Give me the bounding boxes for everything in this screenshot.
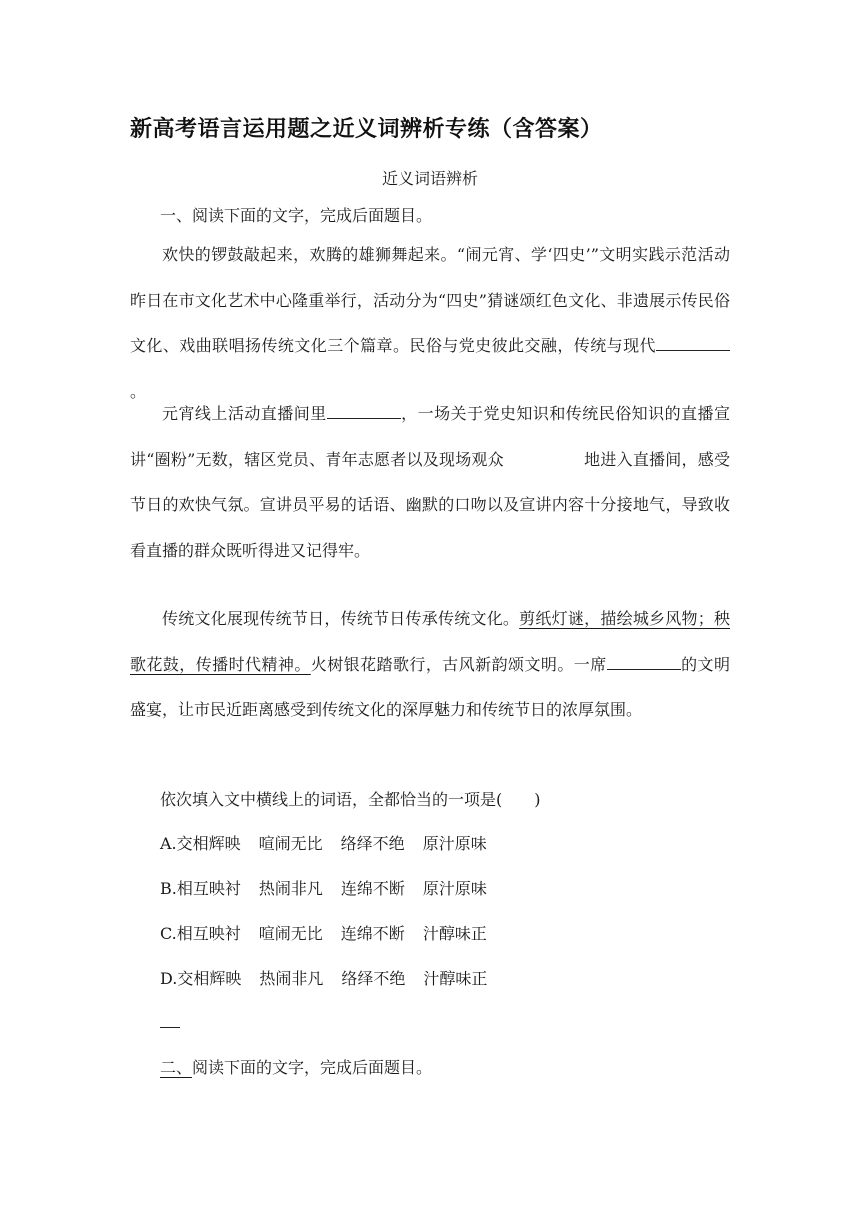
option-word: 汁醇味正 [422, 924, 487, 943]
passage-paragraph-2 [130, 391, 730, 573]
option-word: 原汁原味 [422, 834, 487, 853]
option-c[interactable] [160, 921, 487, 944]
question-2-heading [160, 1055, 432, 1078]
paragraph-2-text-a: 元宵线上活动直播间里 [162, 404, 327, 423]
option-word: 喧闹无比 [258, 834, 323, 853]
option-word: 热闹非凡 [259, 969, 324, 988]
option-label: C. [160, 924, 177, 943]
fill-blank-2 [327, 404, 401, 419]
paragraph-1-end: 。 [130, 381, 147, 401]
option-label: B. [160, 879, 177, 898]
option-a[interactable] [160, 831, 487, 854]
underlined-sentence: 剪纸灯谜，描绘城乡风物；秧歌花鼓，传播时代精神。 [130, 609, 730, 674]
question-1-heading: 一、阅读下面的文字，完成后面题目。 [160, 206, 433, 225]
option-word: 相互映衬 [176, 924, 241, 943]
option-word: 连绵不断 [340, 924, 405, 943]
option-word: 络绎不绝 [340, 834, 405, 853]
option-word: 热闹非凡 [258, 879, 323, 898]
page-title: 新高考语言运用题之近义词辨析专练（含答案） [130, 117, 603, 142]
section-subtitle: 近义词语辨析 [381, 169, 478, 188]
question-2-heading-text: 阅读下面的文字，完成后面题目。 [192, 1058, 433, 1077]
fill-blank-4 [607, 655, 681, 670]
paragraph-2-text-c: 地进入直播间，感受节日的欢快气氛。宣讲员平易的话语、幽默的口吻以及宣讲内容十分接地气，导致收看直播的群众既听得进又记得牢。 [130, 449, 730, 560]
paragraph-2-text-b: ，一场关于党史知识和传统民俗知识的直播宣讲“圈粉”无数，辖区党员、青年志愿者以及现场观众 [130, 404, 730, 469]
option-word: 喧闹无比 [258, 924, 323, 943]
option-word: 相互映衬 [176, 879, 241, 898]
passage-paragraph-1 [130, 232, 730, 414]
option-word: 交相辉映 [176, 834, 241, 853]
paragraph-3-text-a: 传统文化展现传统节日，传统节日传承传统文化。 [162, 609, 520, 628]
option-label: D. [160, 969, 178, 988]
option-word: 连绵不断 [340, 879, 405, 898]
paragraph-3-text-b: 火树银花踏歌行，古风新韵颂文明。一席 [310, 654, 607, 674]
fill-blank-1 [656, 336, 730, 351]
paragraph-1-text: 欢快的锣鼓敲起来，欢腾的雄狮舞起来。“闹元宵、学‘四史’”文明实践示范活动昨日在市文化艺术中心隆重举行，活动分为“四史”猜谜颂红色文化、非遗展示传民俗文化、戏曲联唱扬传统文化三个篇章。民俗与党史彼此交融，传统与现代 [130, 245, 730, 355]
question-2-number: 二、 [160, 1058, 193, 1077]
option-word: 汁醇味正 [423, 969, 488, 988]
question-stem: 依次填入文中横线上的词语，全都恰当的一项是( ) [160, 790, 541, 809]
paragraph-3-text-c: 的文明盛宴，让市民近距离感受到传统文化的深厚魅力和传统节日的浓厚氛围。 [130, 654, 730, 719]
section-divider [160, 1027, 180, 1028]
option-label: A. [160, 834, 177, 853]
passage-paragraph-3 [130, 596, 730, 733]
option-word: 原汁原味 [422, 879, 487, 898]
option-word: 络绎不绝 [341, 969, 406, 988]
option-b[interactable] [160, 876, 487, 899]
option-d[interactable] [160, 966, 487, 989]
option-word: 交相辉映 [177, 969, 242, 988]
